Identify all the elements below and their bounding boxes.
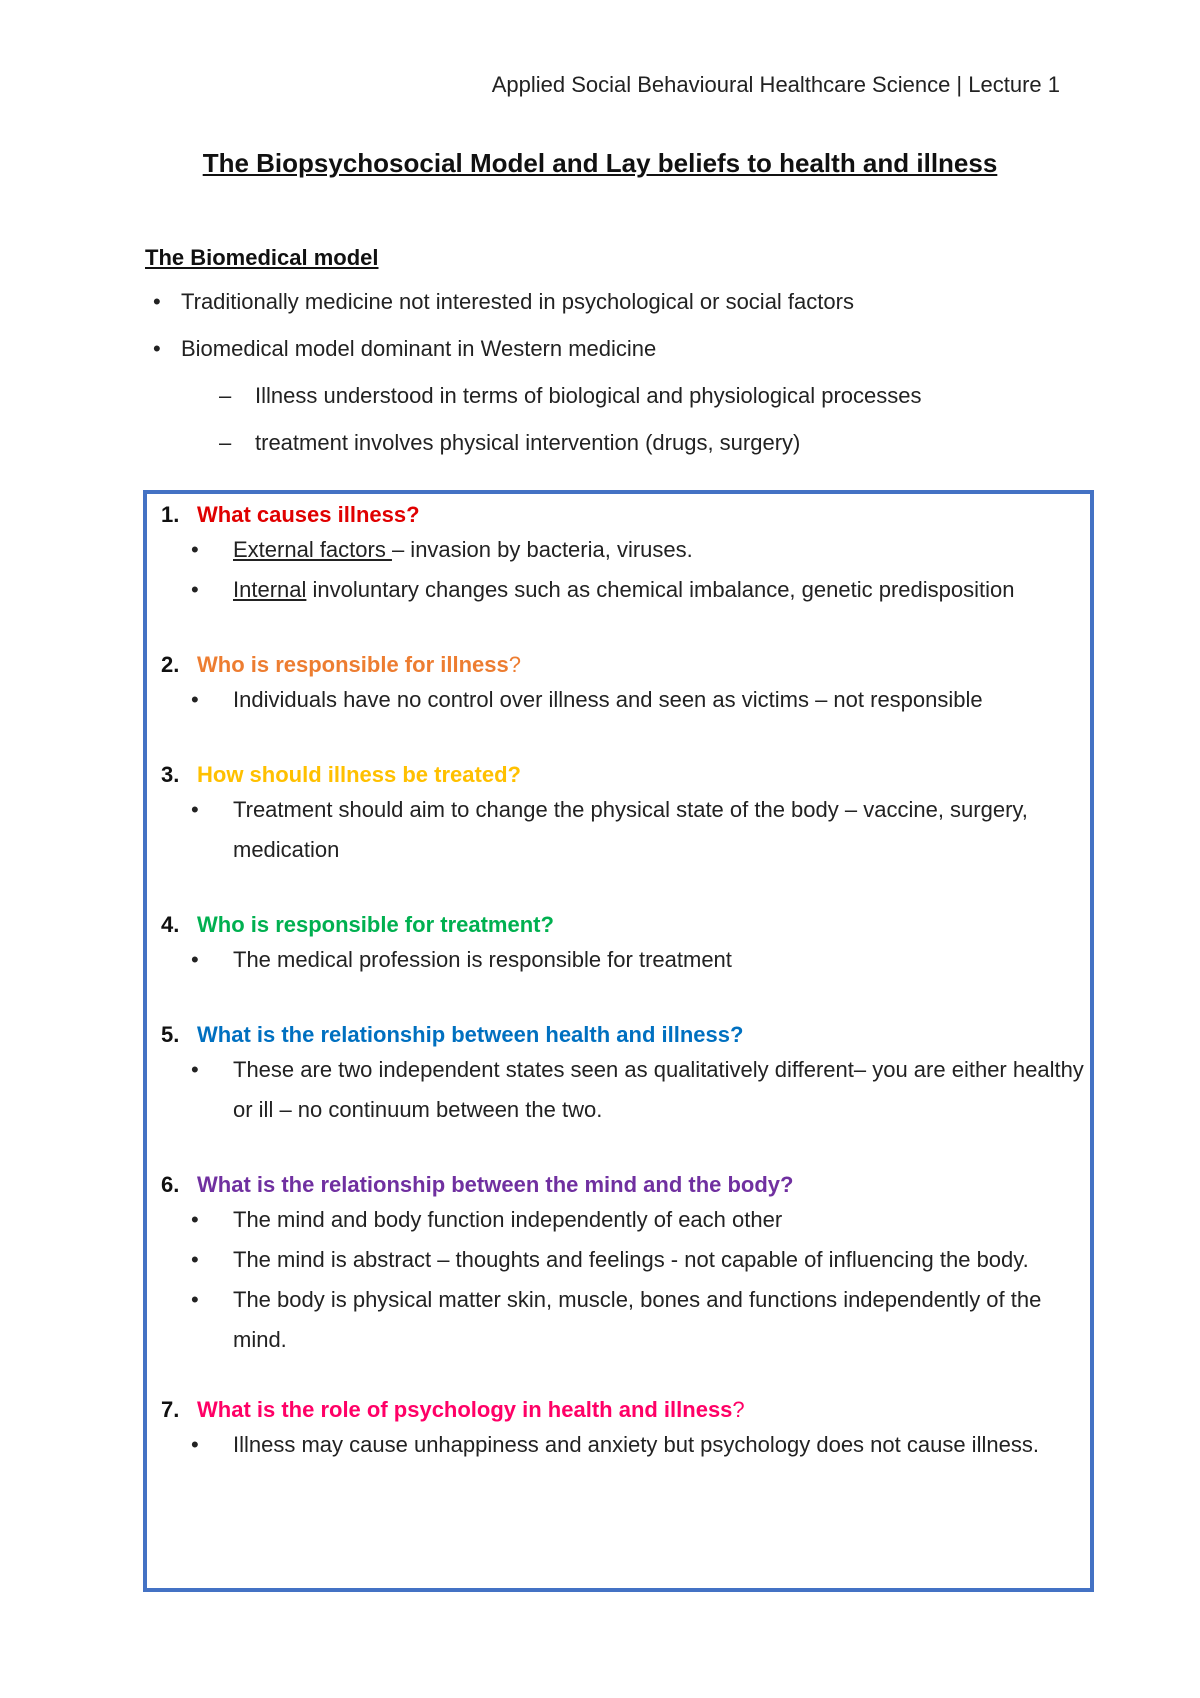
sub-list-item — [145, 381, 1105, 428]
list-item — [161, 680, 1086, 720]
list-item — [161, 1200, 1086, 1240]
bullet-text: Traditionally medicine not interested in psychological or social factors — [181, 289, 854, 314]
bullet-icon: • — [191, 577, 199, 602]
question-block — [161, 650, 1086, 720]
running-header: Applied Social Behavioural Healthcare Science | Lecture 1 — [491, 72, 1060, 97]
item-text: The medical profession is responsible for treatment — [233, 947, 732, 972]
item-text: Individuals have no control over illness and seen as victims – not responsible — [233, 687, 983, 712]
bullet-icon: • — [191, 1432, 199, 1457]
question-text: Who is responsible for treatment? — [197, 912, 554, 937]
question-heading — [161, 500, 1086, 530]
question-block — [161, 1395, 1086, 1465]
item-lead: Internal — [233, 577, 307, 602]
bullet-icon: • — [191, 1057, 199, 1082]
list-item — [161, 1240, 1086, 1280]
sub-bullet-text: Illness understood in terms of biological and physiological processes — [255, 383, 922, 408]
question-text: What is the role of psychology in health and illness — [197, 1397, 733, 1422]
item-lead: External factors — [233, 537, 392, 562]
list-item — [161, 1425, 1086, 1465]
item-text: Illness may cause unhappiness and anxiety but psychology does not cause illness. — [233, 1432, 1039, 1457]
question-heading — [161, 650, 1086, 680]
question-mark: ? — [732, 1397, 745, 1422]
question-text: What causes illness? — [197, 502, 420, 527]
list-item — [145, 287, 1105, 334]
item-text: – invasion by bacteria, viruses. — [391, 537, 693, 562]
question-block — [161, 910, 1086, 980]
bullet-text: Biomedical model dominant in Western medicine — [181, 336, 657, 361]
item-text: The mind is abstract – thoughts and feelings - not capable of influencing the body. — [233, 1247, 1029, 1272]
list-item — [161, 570, 1086, 610]
question-heading — [161, 910, 1086, 940]
bullet-icon: • — [191, 537, 199, 562]
question-block — [161, 1020, 1086, 1130]
bullet-icon: • — [153, 336, 161, 361]
bullet-icon: • — [191, 1207, 199, 1232]
bullet-icon: • — [191, 797, 199, 822]
bullet-icon: • — [191, 687, 199, 712]
bullet-icon: • — [191, 947, 199, 972]
question-number: 3. — [161, 762, 180, 787]
item-text: Treatment should aim to change the physical state of the body – vaccine, surgery, medication — [233, 797, 1028, 862]
question-block — [161, 500, 1086, 610]
item-text: The body is physical matter skin, muscle, bones and functions independently of the mind. — [233, 1287, 1042, 1352]
list-item — [161, 1280, 1086, 1360]
question-heading — [161, 1020, 1086, 1050]
question-heading — [161, 1170, 1086, 1200]
question-number: 1. — [161, 502, 180, 527]
list-item — [161, 940, 1086, 980]
question-number: 4. — [161, 912, 180, 937]
bullet-icon: • — [153, 289, 161, 314]
item-text: The mind and body function independently of each other — [233, 1207, 783, 1232]
question-text: Who is responsible for illness — [197, 652, 509, 677]
item-text: involuntary changes such as chemical imbalance, genetic predisposition — [306, 577, 1015, 602]
question-block — [161, 760, 1086, 870]
bullet-icon: • — [191, 1287, 199, 1312]
question-number: 5. — [161, 1022, 180, 1047]
question-number: 7. — [161, 1397, 180, 1422]
list-item — [161, 530, 1086, 570]
sub-list-item — [145, 428, 1105, 475]
question-number: 2. — [161, 652, 180, 677]
question-block — [161, 1170, 1086, 1360]
question-mark: ? — [508, 652, 521, 677]
question-number: 6. — [161, 1172, 180, 1197]
bullet-icon: • — [191, 1247, 199, 1272]
item-text: These are two independent states seen as qualitatively different– you are either healthy or ill – no continuum between the two. — [233, 1057, 1084, 1122]
question-text: What is the relationship between health and illness? — [197, 1022, 744, 1047]
questions-box — [143, 490, 1094, 1592]
section-heading: The Biomedical model — [145, 245, 379, 270]
question-heading — [161, 760, 1086, 790]
question-heading — [161, 1395, 1086, 1425]
sub-bullet-text: treatment involves physical intervention (drugs, surgery) — [255, 430, 801, 455]
dash-icon: – — [219, 430, 232, 455]
list-item — [145, 334, 1105, 381]
document-title: The Biopsychosocial Model and Lay beliefs to health and illness — [202, 148, 998, 178]
intro-list — [145, 287, 1105, 475]
question-text: What is the relationship between the mind and the body? — [197, 1172, 794, 1197]
dash-icon: – — [219, 383, 232, 408]
question-text: How should illness be treated? — [197, 762, 521, 787]
list-item — [161, 790, 1086, 870]
list-item — [161, 1050, 1086, 1130]
